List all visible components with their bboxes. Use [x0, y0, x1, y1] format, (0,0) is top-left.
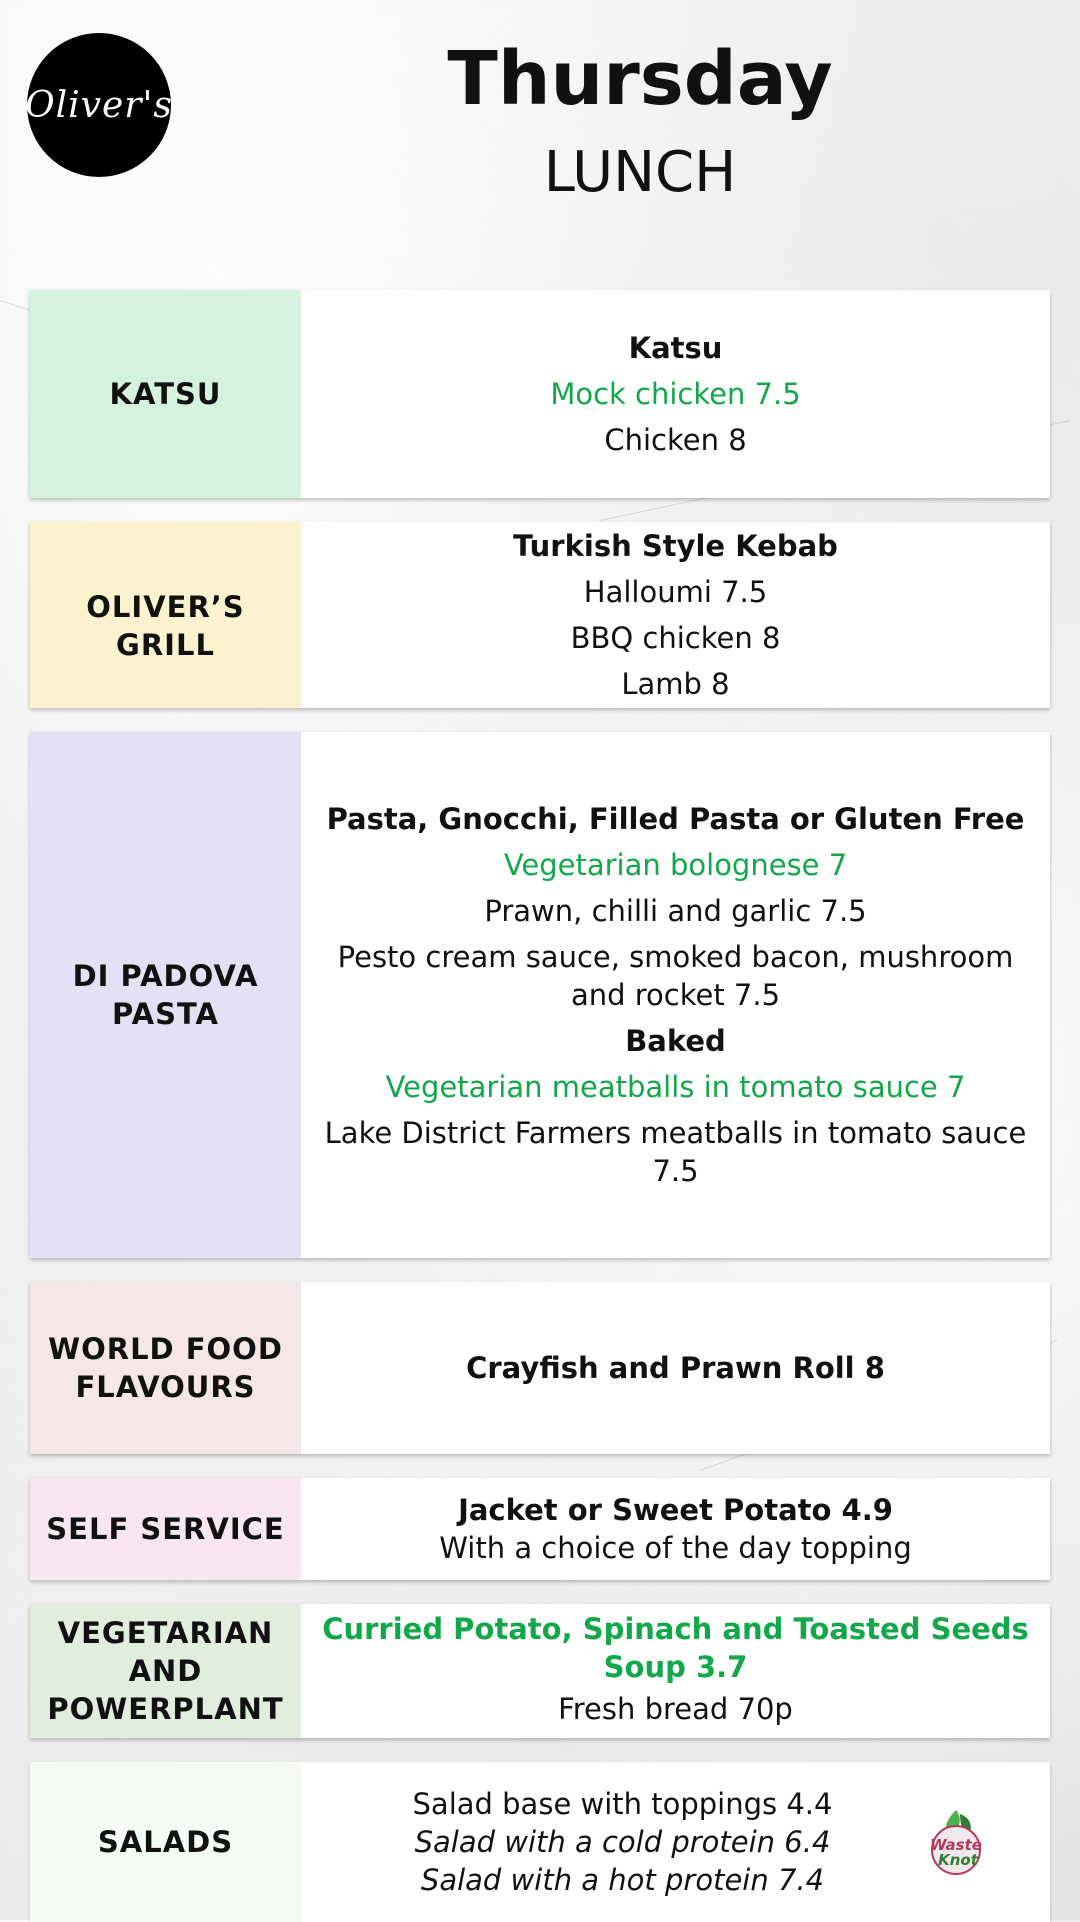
section-items	[301, 522, 1050, 708]
menu-item: Lake District Farmers meatballs in tomato sauce 7.5	[324, 1116, 1027, 1188]
section-label: OLIVER’S GRILL	[30, 522, 301, 708]
menu-heading: Jacket or Sweet Potato 4.9	[458, 1493, 893, 1527]
menu-item-vegetarian: Vegetarian bolognese 7	[503, 848, 848, 882]
menu-heading: Pasta, Gnocchi, Filled Pasta or Gluten Free	[326, 802, 1025, 836]
menu-item: Chicken 8	[604, 423, 747, 457]
section-label: KATSU	[30, 290, 301, 498]
section-label: SELF SERVICE	[30, 1478, 301, 1580]
section-label: VEGETARIAN AND POWERPLANT	[30, 1604, 301, 1738]
menu-item: Lamb 8	[621, 667, 730, 701]
menu-item-vegetarian: Mock chicken 7.5	[550, 377, 801, 411]
menu-heading: Turkish Style Kebab	[513, 529, 838, 563]
waste-knot-logo	[916, 1800, 996, 1880]
menu-item: Salad base with toppings 4.4	[412, 1787, 833, 1821]
section-pasta	[30, 732, 1050, 1258]
menu-item: Crayfish and Prawn Roll 8	[466, 1351, 885, 1385]
section-vegetarian	[30, 1604, 1050, 1738]
menu-item-vegetarian: Vegetarian meatballs in tomato sauce 7	[385, 1070, 966, 1104]
menu-meal: LUNCH	[543, 140, 737, 205]
section-label: DI PADOVA PASTA	[30, 732, 301, 1258]
menu-item: Halloumi 7.5	[583, 575, 768, 609]
svg-text:Waste: Waste	[930, 1836, 982, 1854]
section-items	[301, 1282, 1050, 1454]
brand-logo	[27, 33, 171, 177]
svg-text:Knot: Knot	[938, 1851, 978, 1869]
menu-heading: Katsu	[628, 331, 723, 365]
menu-item: Fresh bread 70p	[558, 1692, 793, 1726]
menu-item: With a choice of the day topping	[439, 1531, 912, 1565]
section-items	[301, 732, 1050, 1258]
menu-item: Prawn, chilli and garlic 7.5	[484, 894, 867, 928]
section-self-service	[30, 1478, 1050, 1580]
section-items	[301, 1762, 1050, 1922]
menu-item: Pesto cream sauce, smoked bacon, mushroom and rocket 7.5	[337, 940, 1014, 1012]
section-salads	[30, 1762, 1050, 1922]
menu-item-vegetarian: Curried Potato, Spinach and Toasted Seeds Soup 3.7	[322, 1612, 1029, 1684]
menu-item: Salad with a hot protein 7.4	[420, 1863, 825, 1897]
section-items	[301, 1604, 1050, 1738]
section-world-food	[30, 1282, 1050, 1454]
menu-day: Thursday	[447, 36, 833, 122]
section-label: WORLD FOOD FLAVOURS	[30, 1282, 301, 1454]
brand-name: Oliver's	[25, 84, 173, 126]
section-grill	[30, 522, 1050, 708]
section-label: SALADS	[30, 1762, 301, 1922]
menu-item: Salad with a cold protein 6.4	[414, 1825, 831, 1859]
section-items	[301, 1478, 1050, 1580]
section-items	[301, 290, 1050, 498]
menu-heading: Baked	[625, 1024, 726, 1058]
menu-item: BBQ chicken 8	[570, 621, 781, 655]
section-katsu	[30, 290, 1050, 498]
